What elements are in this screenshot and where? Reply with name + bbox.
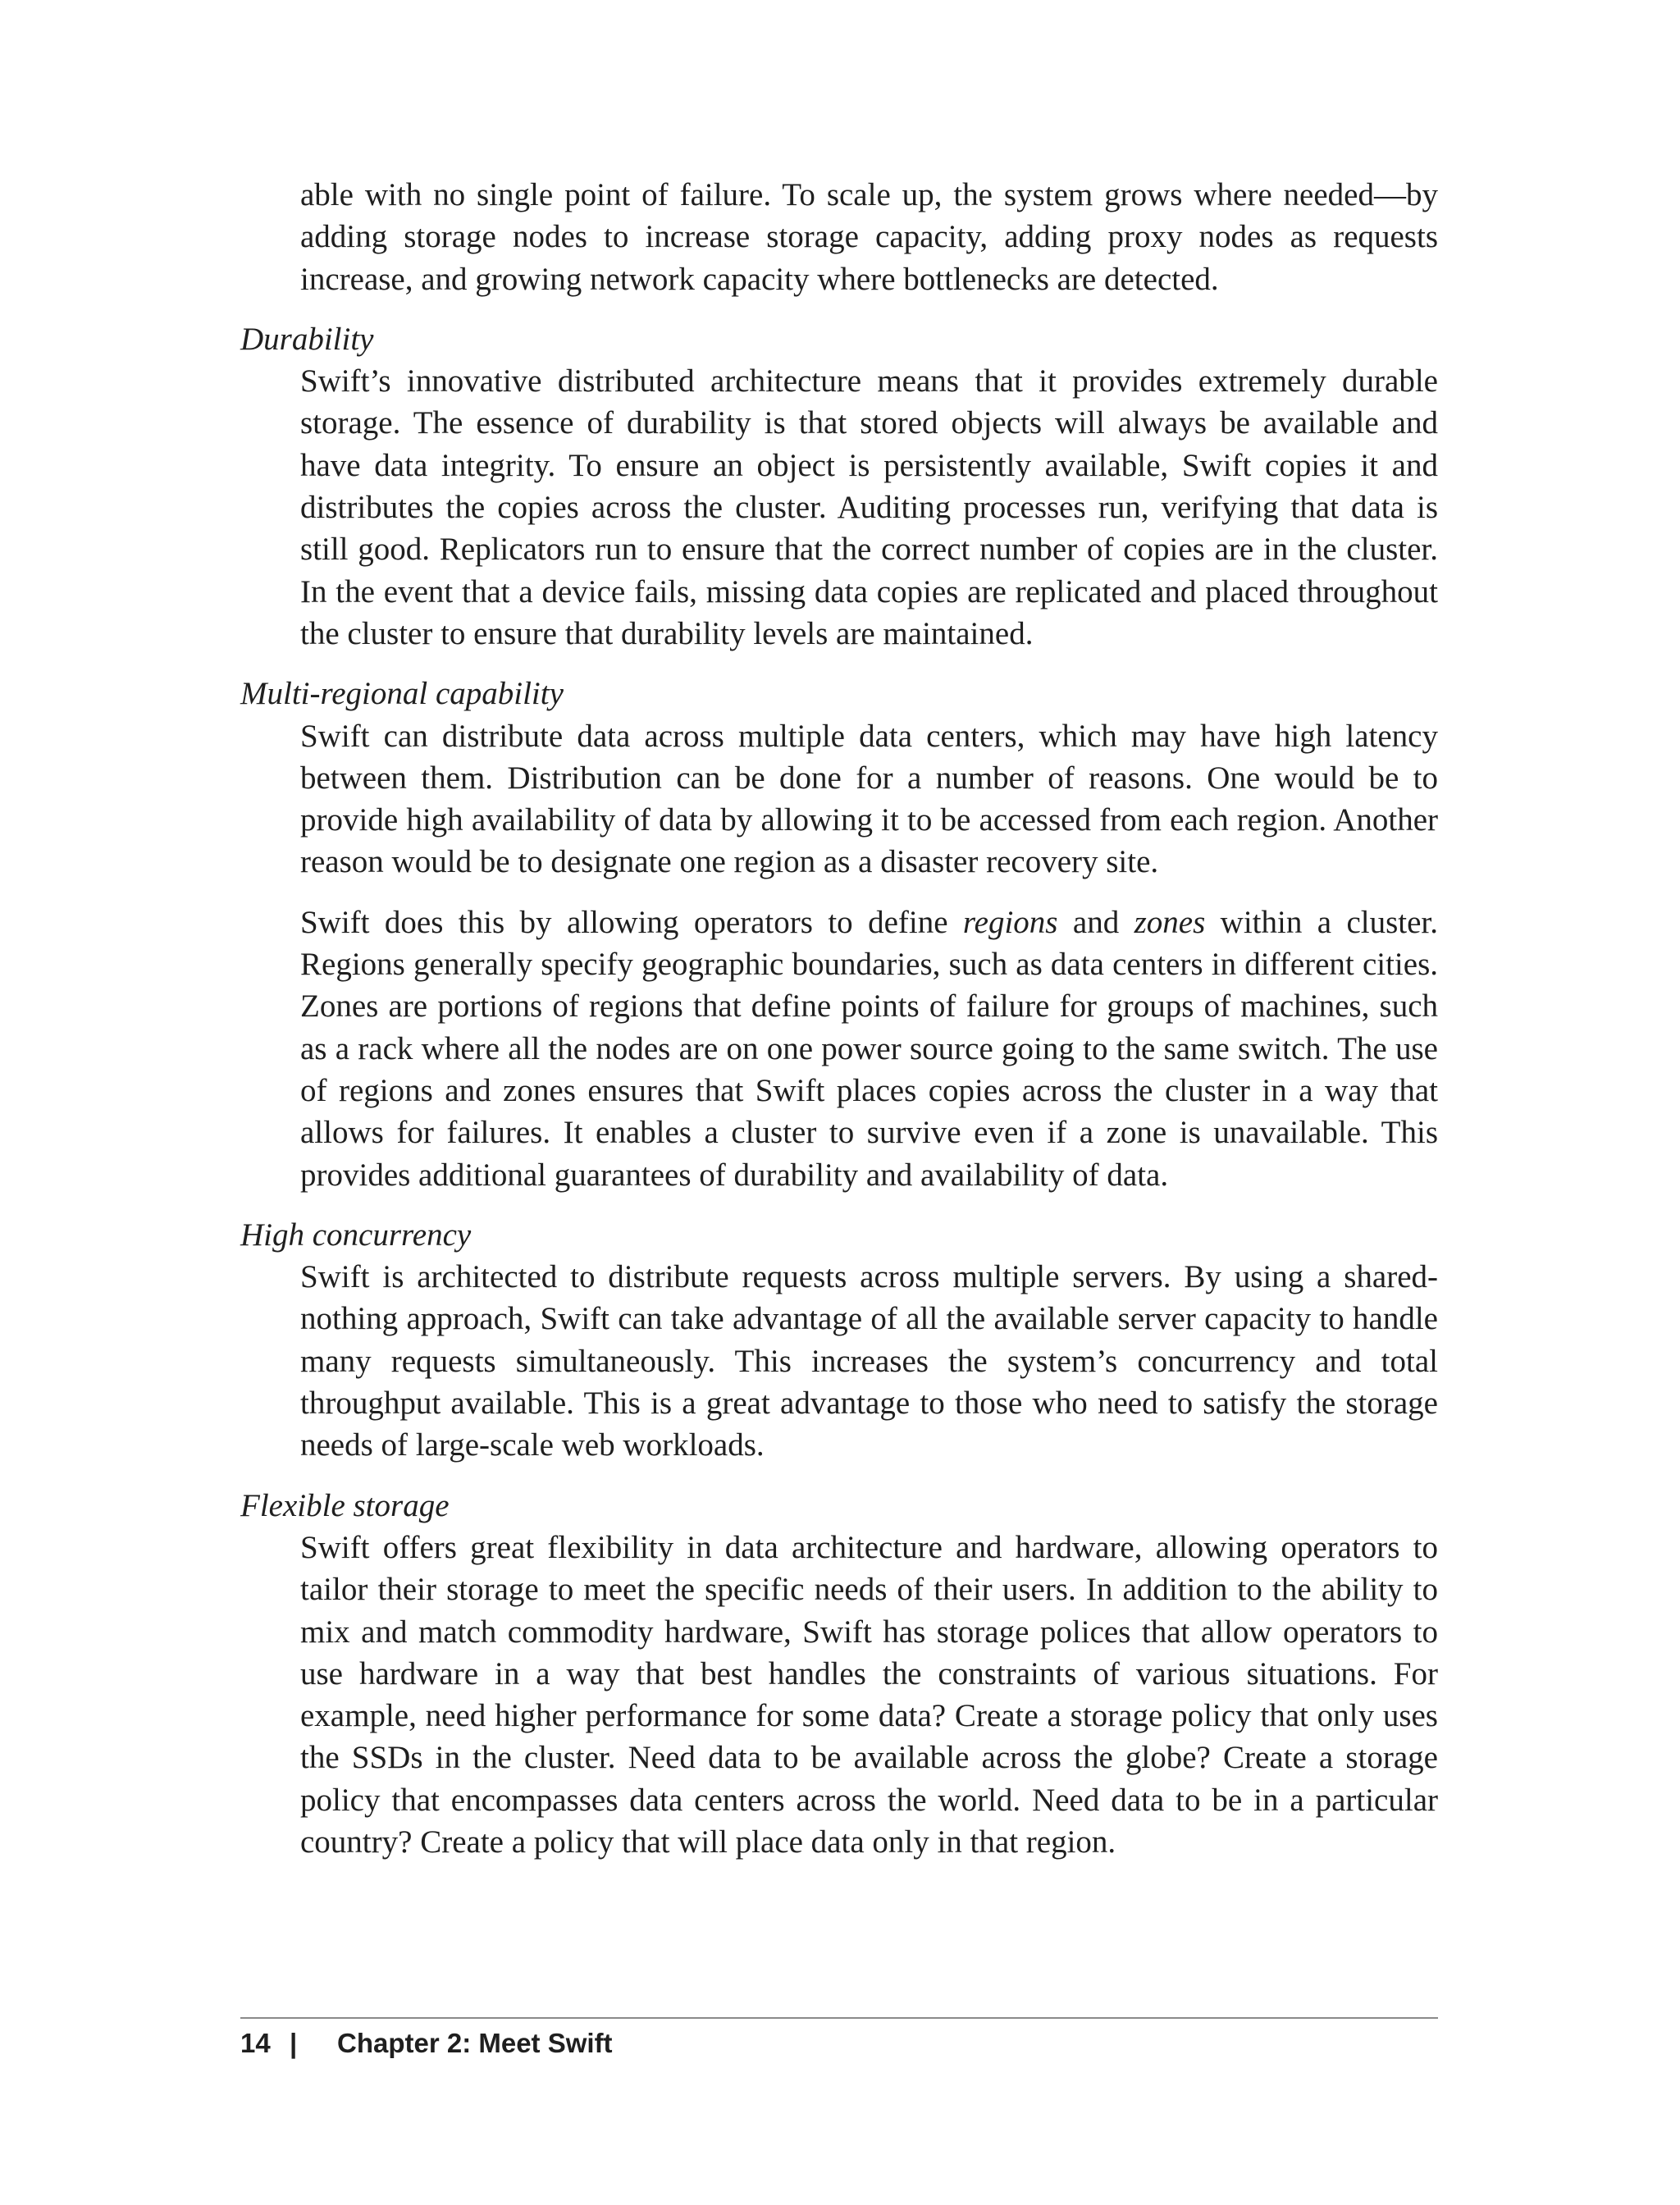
multi-regional-paragraph-1: Swift can distribute data across multiple data centers, which may have high latency between them. Distribution can be done for a number of reasons. One would be to provide high availability of data by allowing it to be accessed from each region. Another reason would be to designate one region as a disaster recovery site. [300, 718, 1438, 880]
term-high-concurrency: High concurrency [240, 1217, 472, 1253]
term-durability: Durability [240, 321, 374, 357]
paragraph-text: and [1057, 904, 1134, 940]
footer-divider [240, 2017, 1438, 2019]
multi-regional-paragraph-2 [300, 902, 1438, 1196]
intro-paragraph: able with no single point of failure. To scale up, the system grows where needed—by adding storage nodes to increase storage capacity, adding proxy nodes as requests increase, and growing network capacity where bottlenecks are detected. [300, 177, 1438, 297]
emphasis-zones: zones [1134, 904, 1206, 940]
page-footer [240, 2023, 613, 2064]
high-concurrency-paragraph: Swift is architected to distribute requests across multiple servers. By using a shared-nothing approach, Swift can take advantage of all the available server capacity to handle many requests simultaneously. This increases the system’s concurrency and total throughput available. This is a great advantage to those who need to satisfy the storage needs of large-scale web workloads. [300, 1259, 1438, 1463]
footer-separator: | [290, 2028, 298, 2058]
durability-paragraph: Swift’s innovative distributed architecture means that it provides extremely durable storage. The essence of durability is that stored objects will always be available and have data integrity. To ensure an object is persistently available, Swift copies it and distributes the copies across the cluster. Auditing processes run, verifying that data is still good. Replicators run to ensure that the correct number of copies are in the cluster. In the event that a device fails, missing data copies are replicated and placed throughout the cluster to ensure that durability levels are maintained. [300, 363, 1438, 651]
emphasis-regions: regions [962, 904, 1058, 940]
paragraph-text: within a cluster. Regions generally specify geographic boundaries, such as data centers in different cities. Zones are portions of regions that define points of failure for groups of machines, such as a rack where all the nodes are on one power source going to the same switch. The use of regions and zones ensures that Swift places copies across the cluster in a way that allows for failures. It enables a cluster to survive even if a zone is unavailable. This provides additional guarantees of durability and availability of data. [300, 904, 1438, 1193]
page-number: 14 [240, 2028, 271, 2058]
paragraph-text: Swift does this by allowing operators to define [300, 904, 963, 940]
chapter-title: Chapter 2: Meet Swift [337, 2028, 613, 2058]
page-body [240, 174, 1438, 1863]
flexible-storage-paragraph: Swift offers great flexibility in data architecture and hardware, allowing operators to tailor their storage to meet the specific needs of their users. In addition to the ability to mix and match commodity hardware, Swift has storage polices that allow operators to use hardware in a way that best handles the constraints of various situations. For example, need higher performance for some data? Create a storage policy that only uses the SSDs in the cluster. Need data to be available across the globe? Create a storage policy that encompasses data centers across the world. Need data to be in a particular country? Create a policy that will place data only in that region. [300, 1529, 1438, 1860]
term-multi-regional-capability: Multi-regional capability [240, 676, 564, 712]
term-flexible-storage: Flexible storage [240, 1487, 450, 1523]
